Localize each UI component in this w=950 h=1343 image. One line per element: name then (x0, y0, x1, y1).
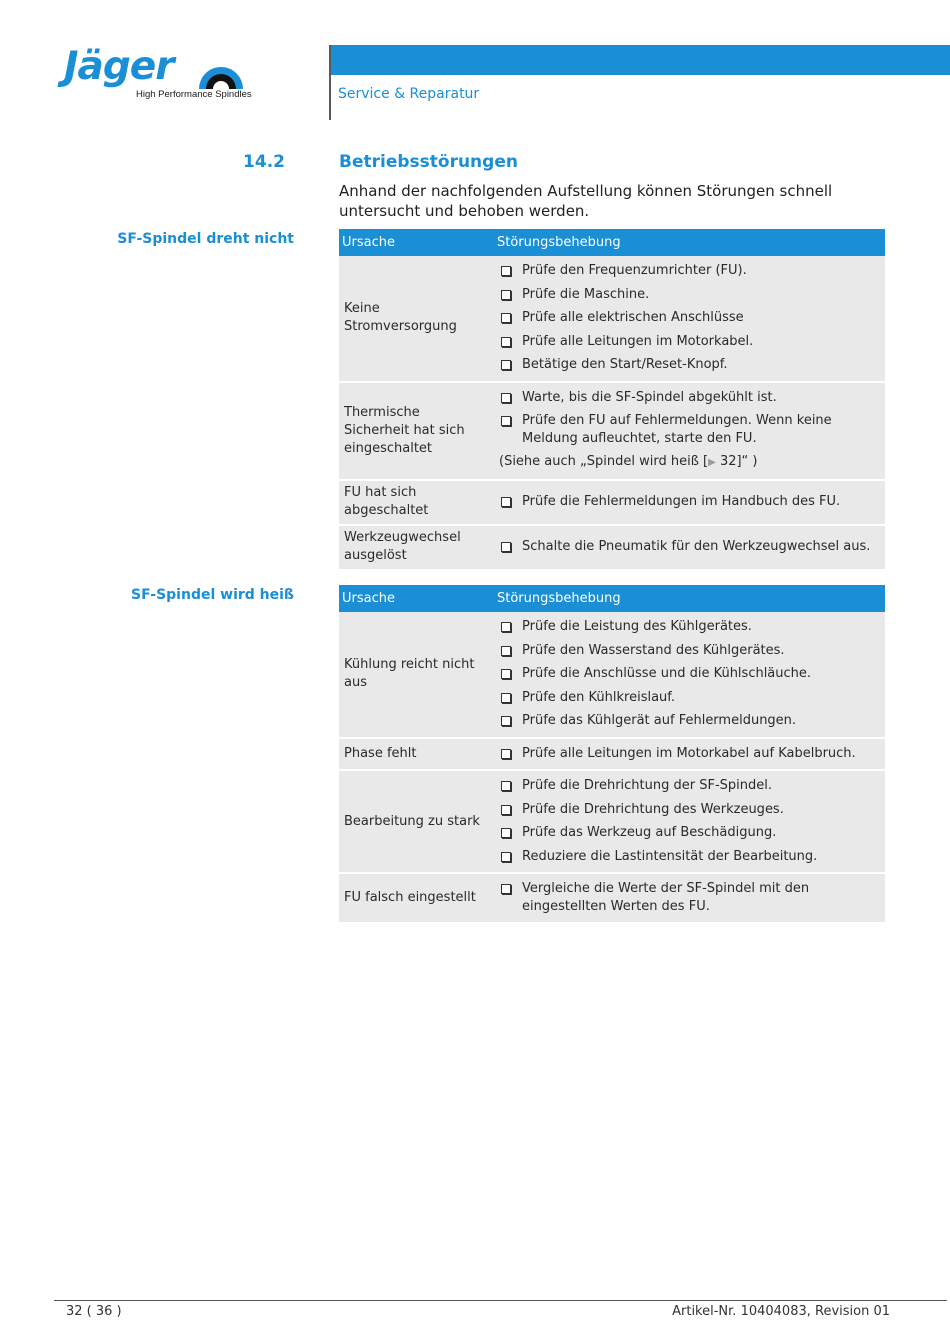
fix-item: Prüfe alle Leitungen im Motorkabel. (497, 333, 885, 351)
side-label-spindle-not-turning: SF-Spindel dreht nicht (117, 231, 294, 247)
side-label-spindle-hot: SF-Spindel wird heiß (131, 587, 294, 603)
checkbox-icon (501, 337, 511, 347)
checkbox-icon (501, 290, 511, 300)
checkbox-icon (501, 622, 511, 632)
fault-table-overheating (339, 585, 885, 922)
checkbox-icon (501, 646, 511, 656)
fix-item: Schalte die Pneumatik für den Werkzeugwechsel aus. (497, 538, 885, 556)
fix-item: Prüfe den Frequenzumrichter (FU). (497, 262, 885, 280)
fix-item: Reduziere die Lastintensität der Bearbeitung. (497, 848, 885, 866)
fix-item: Prüfe den Wasserstand des Kühlgerätes. (497, 642, 885, 660)
cause-cell: Kühlung reicht nicht aus (344, 657, 475, 691)
checkbox-icon (501, 416, 511, 426)
section-number: 14.2 (243, 152, 285, 172)
checkbox-icon (501, 716, 511, 726)
checkbox-icon (501, 669, 511, 679)
cross-reference-arrow-icon: ▶ (708, 457, 716, 468)
table-header (339, 229, 885, 256)
cause-cell: FU falsch eingestellt (344, 890, 476, 905)
fix-item: Prüfe alle Leitungen im Motorkabel auf Kabelbruch. (497, 745, 885, 763)
fix-list (497, 874, 885, 922)
checkbox-icon (501, 313, 511, 323)
checkbox-icon (501, 693, 511, 703)
checkbox-icon (501, 884, 511, 894)
fix-item: Warte, bis die SF-Spindel abgekühlt ist. (497, 389, 885, 407)
table-row (339, 256, 885, 381)
table-row (339, 612, 885, 737)
checkbox-icon (501, 542, 511, 552)
fix-list (497, 739, 885, 770)
fix-item: Prüfe die Drehrichtung des Werkzeuges. (497, 801, 885, 819)
cause-cell: FU hat sich abgeschaltet (344, 485, 429, 518)
cause-cell: Keine Stromversorgung (344, 301, 457, 335)
fix-list (497, 612, 885, 737)
col-header-cause: Ursache (342, 235, 395, 250)
fix-item: Prüfe die Fehlermeldungen im Handbuch des FU. (497, 493, 885, 511)
fix-item: Prüfe das Kühlgerät auf Fehlermeldungen. (497, 712, 885, 730)
fix-item: Vergleiche die Werte der SF-Spindel mit den eingestellten Werten des FU. (497, 880, 885, 915)
checkbox-icon (501, 828, 511, 838)
checkbox-icon (501, 393, 511, 403)
company-logo (62, 44, 252, 110)
section-title: Betriebsstörungen (339, 152, 518, 172)
cause-cell: Thermische Sicherheit hat sich eingeschaltet (344, 404, 465, 456)
header-bar (331, 45, 950, 75)
col-header-fix: Störungsbehebung (497, 591, 621, 606)
chapter-title: Service & Reparatur (338, 86, 480, 102)
table-row (339, 872, 885, 922)
checkbox-icon (501, 749, 511, 759)
col-header-cause: Ursache (342, 591, 395, 606)
fix-list (497, 771, 885, 872)
cross-reference-link[interactable]: 32]“ ) (715, 454, 758, 469)
table-row (339, 737, 885, 770)
table-header (339, 585, 885, 612)
fix-item: Prüfe den FU auf Fehlermeldungen. Wenn keine Meldung aufleuchtet, starte den FU. (497, 412, 885, 447)
checkbox-icon (501, 497, 511, 507)
table-row (339, 381, 885, 479)
fix-item: Prüfe alle elektrischen Anschlüsse (497, 309, 885, 327)
cause-cell: Bearbeitung zu stark (344, 813, 480, 829)
fix-list (497, 256, 885, 381)
cause-cell: Werkzeugwechsel ausgelöst (344, 530, 461, 563)
checkbox-icon (501, 781, 511, 791)
document-reference: Artikel-Nr. 10404083, Revision 01 (672, 1304, 890, 1319)
cross-reference-note: (Siehe auch „Spindel wird heiß [▶ 32]“ ) (499, 454, 758, 469)
checkbox-icon (501, 805, 511, 815)
fix-item: Prüfe das Werkzeug auf Beschädigung. (497, 824, 885, 842)
page-number: 32 ( 36 ) (66, 1304, 122, 1319)
footer-divider (54, 1300, 947, 1301)
table-row (339, 769, 885, 872)
table-row (339, 479, 885, 524)
cause-cell: Phase fehlt (344, 745, 417, 761)
fix-item: Prüfe die Drehrichtung der SF-Spindel. (497, 777, 885, 795)
fix-item: Prüfe den Kühlkreislauf. (497, 689, 885, 707)
col-header-fix: Störungsbehebung (497, 235, 621, 250)
logo-wordmark: Jäger (64, 44, 174, 89)
fix-list (497, 526, 885, 569)
checkbox-icon (501, 266, 511, 276)
fix-list (497, 481, 885, 524)
checkbox-icon (501, 852, 511, 862)
fix-item: Betätige den Start/Reset-Knopf. (497, 356, 885, 374)
fix-item: Prüfe die Maschine. (497, 286, 885, 304)
spindle-logo-icon (197, 62, 245, 90)
checkbox-icon (501, 360, 511, 370)
intro-paragraph: Anhand der nachfolgenden Aufstellung können Störungen schnell untersucht und behoben werden. (339, 182, 833, 220)
fix-item: Prüfe die Leistung des Kühlgerätes. (497, 618, 885, 636)
fault-table-not-turning (339, 229, 885, 569)
logo-tagline: High Performance Spindles (136, 89, 252, 100)
table-row (339, 524, 885, 569)
fix-item: Prüfe die Anschlüsse und die Kühlschläuche. (497, 665, 885, 683)
fix-list (497, 383, 885, 479)
